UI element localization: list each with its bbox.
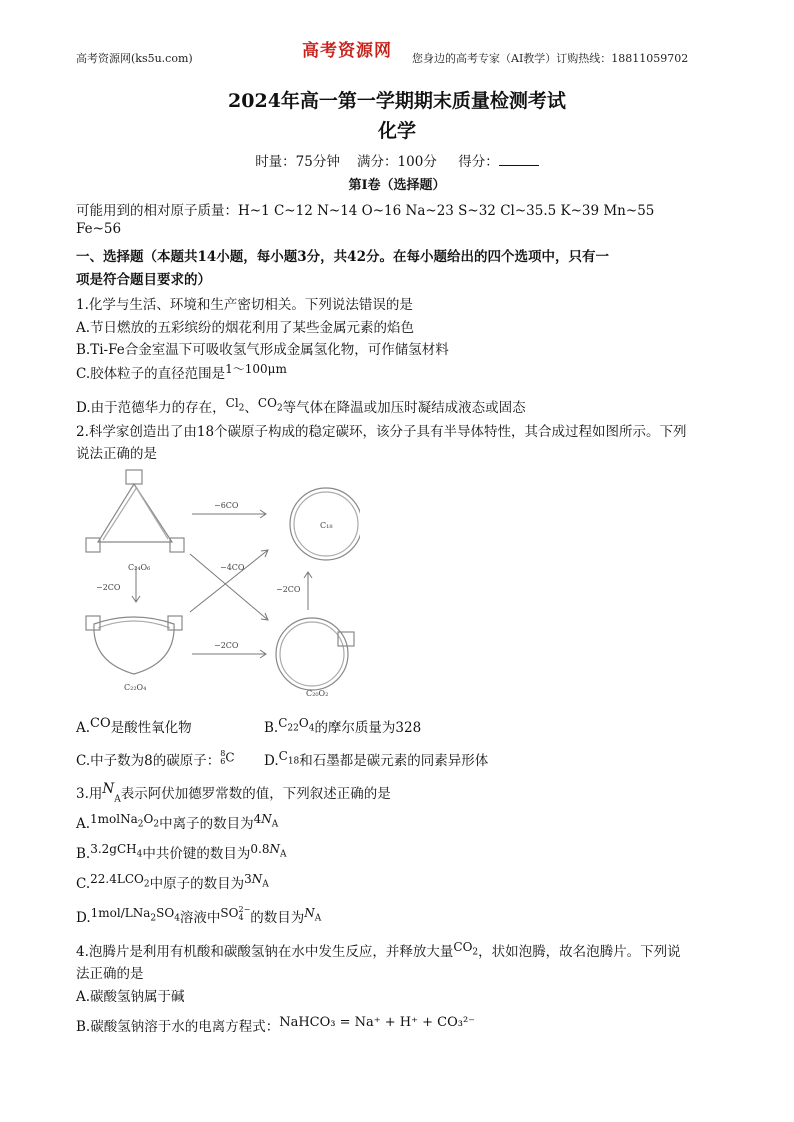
c24-square-left <box>86 538 100 552</box>
q3-option-a: $A.1molNa_2O_2$中离子的数目为$4N_A$ <box>76 812 279 832</box>
q1-stem: 1.化学与生活、环境和生产密切相关。下列说法错误的是 <box>76 297 413 313</box>
instructions: 一、选择题（本题共14小题，每小题3分，共42分。在每小题给出的四个选项中，只有一 <box>76 249 609 265</box>
header-hotline: 您身边的高考专家（AI教学）订购热线：18811059702 <box>412 52 689 65</box>
q3-stem-post: 表示阿伏加德罗常数的值，下列叙述正确的是 <box>120 786 391 802</box>
q3-c-mid: 中原子的数目为 <box>149 876 245 892</box>
label-minus-6co: −6CO <box>214 501 239 510</box>
q3-a-mid: 中离子的数目为 <box>159 816 254 832</box>
q2-d-post: 和石墨都是碳元素的同素异形体 <box>299 753 489 769</box>
q2-a-pre: A. <box>76 720 91 736</box>
q3-a-val: 4 <box>253 812 262 826</box>
q1-option-a: A.节日燃放的五彩缤纷的烟花利用了某些金属元素的焰色 <box>76 320 415 336</box>
exam-meta <box>0 150 794 170</box>
q2-c-pre: C.中子数为8的碳原子： <box>76 753 221 769</box>
q1-d-text: D.由于范德华力的存在， <box>76 400 226 416</box>
q1-c-text: C.胶体粒子的直径范围是 <box>76 366 226 382</box>
q3-c-pre: C. <box>76 876 91 892</box>
q1-d-sep: 、 <box>244 400 258 416</box>
q2-stem: 2.科学家创造出了由18个碳原子构成的稳定碳环，该分子具有半导体特性，其合成过程如图所示。下列 <box>76 424 687 440</box>
q1-d-co: CO <box>257 396 277 410</box>
q3-c-val: 3 <box>244 872 252 886</box>
q2-a-post: 是酸性氧化物 <box>110 720 192 736</box>
q3-d-math: 1mol/LNa <box>90 906 151 920</box>
q3-a-math: 1molNa <box>90 812 138 826</box>
q4-stem-cont: 法正确的是 <box>76 966 144 982</box>
q3-d-post: 的数目为 <box>250 910 305 926</box>
got-label: 得分： <box>458 154 499 170</box>
c24-square-top <box>126 470 142 484</box>
q4-b-equation: NaHCO₃ = Na⁺ + H⁺ + CO₃²⁻ <box>279 1015 476 1030</box>
q4-stem-post: ，状如泡腾，故名泡腾片。下列说 <box>478 944 681 960</box>
label-c22o4: C₂₂O₄ <box>124 683 147 692</box>
atomic-masses-cont: Fe~56 <box>76 221 122 237</box>
section-heading: 第Ⅰ卷（选择题） <box>348 178 446 193</box>
label-c20o2: C₂₀O₂ <box>306 689 329 698</box>
score-blank[interactable] <box>499 153 539 166</box>
q2-option-a <box>76 716 256 736</box>
atomic-masses: 可能用到的相对原子质量：H~1 C~12 N~14 O~16 Na~23 S~32 Cl~35.5 K~39 Mn~55 <box>76 203 655 219</box>
exam-title: 2024年高一第一学期期末质量检测考试 <box>228 90 566 112</box>
label-minus-2co-left: −2CO <box>96 583 121 592</box>
q1-option-c <box>76 362 716 382</box>
q3-option-c: $C.22.4LCO_2$中原子的数目为$3N_A$ <box>76 872 269 892</box>
q3-b-pre: B. <box>76 846 91 862</box>
label-minus-2co-right: −2CO <box>276 585 301 594</box>
brand-logo: 高考资源网 <box>302 41 392 61</box>
q3-d-mid: 溶液中 <box>179 910 221 926</box>
score-label: 满分：100分 <box>357 154 437 170</box>
c20o2-ring <box>276 618 348 690</box>
q2-d-pre: D. <box>264 753 279 769</box>
q1-option-d: D.由于范德华力的存在，$Cl_2$、$CO_2$等气体在降温或加压时凝结成液态或固态 <box>76 396 526 416</box>
c24-square-right <box>170 538 184 552</box>
q3-b-mid: 中共价键的数目为 <box>142 846 251 862</box>
label-c18: C₁₈ <box>320 521 333 530</box>
q2-stem-cont: 说法正确的是 <box>76 446 157 462</box>
exam-subject: 化学 <box>377 120 416 142</box>
q2-option-c: C.中子数为8的碳原子：8 6C <box>76 748 235 769</box>
q2-b-post: 的摩尔质量为328 <box>314 720 422 736</box>
label-minus-4co: −4CO <box>220 563 245 572</box>
q4-option-b <box>76 1015 716 1035</box>
q3-a-pre: A. <box>76 816 91 832</box>
header-site: 高考资源网(ks5u.com) <box>76 52 193 65</box>
q2-option-d: $D.C_{18}$和石墨都是碳元素的同素异形体 <box>264 749 489 769</box>
q3-b-math: 3.2gCH <box>90 842 137 856</box>
q2-a-co: CO <box>90 716 111 731</box>
q2-option-b: $B.C_{22}O_4$的摩尔质量为328 <box>264 716 422 736</box>
q3-option-d: $D.1mol/LNa_2SO_4$溶液中SO2− 4 的数目为$N_A$ <box>76 904 322 926</box>
carbon-ring-synthesis-figure <box>76 462 360 698</box>
q3-stem-pre: 3.用 <box>76 786 103 802</box>
label-c24o6: C₂₄O₆ <box>128 563 151 572</box>
q2-b-pre: B. <box>264 720 279 736</box>
q3-c-math: 22.4LCO <box>90 872 144 886</box>
q4-stem-pre: 4.泡腾片是利用有机酸和碳酸氢钠在水中发生反应，并释放大量 <box>76 944 454 960</box>
q3-d-pre: D. <box>76 910 91 926</box>
q1-c-math: 1～100μm <box>225 362 287 376</box>
q4-b-pre: B.碳酸氢钠溶于水的电离方程式： <box>76 1019 280 1035</box>
synthesis-diagram <box>76 462 360 698</box>
q3-stem: 3.用$N_A$表示阿伏加德罗常数的值，下列叙述正确的是 <box>76 781 391 805</box>
label-minus-2co-bottom: −2CO <box>214 641 239 650</box>
q3-b-val: 0.8 <box>250 842 270 856</box>
q1-d-cl: Cl <box>225 396 239 410</box>
q4-stem: 4.泡腾片是利用有机酸和碳酸氢钠在水中发生反应，并释放大量$CO_2$，状如泡腾，故名泡腾片。下列说 <box>76 940 681 960</box>
q3-option-b: B.3.2gCH$_4$中共价键的数目为$0.8N_A$ <box>76 842 287 862</box>
q4-option-a: A.碳酸氢钠属于碱 <box>76 989 185 1005</box>
time-label: 时量：75分钟 <box>255 154 340 170</box>
q1-option-b: B.Ti-Fe合金室温下可吸收氢气形成金属氢化物，可作储氢材料 <box>76 342 449 358</box>
q1-d-post: 等气体在降温或加压时凝结成液态或固态 <box>282 400 526 416</box>
instructions-cont: 项是符合题目要求的） <box>76 272 211 288</box>
c24o6-ring <box>98 484 172 542</box>
